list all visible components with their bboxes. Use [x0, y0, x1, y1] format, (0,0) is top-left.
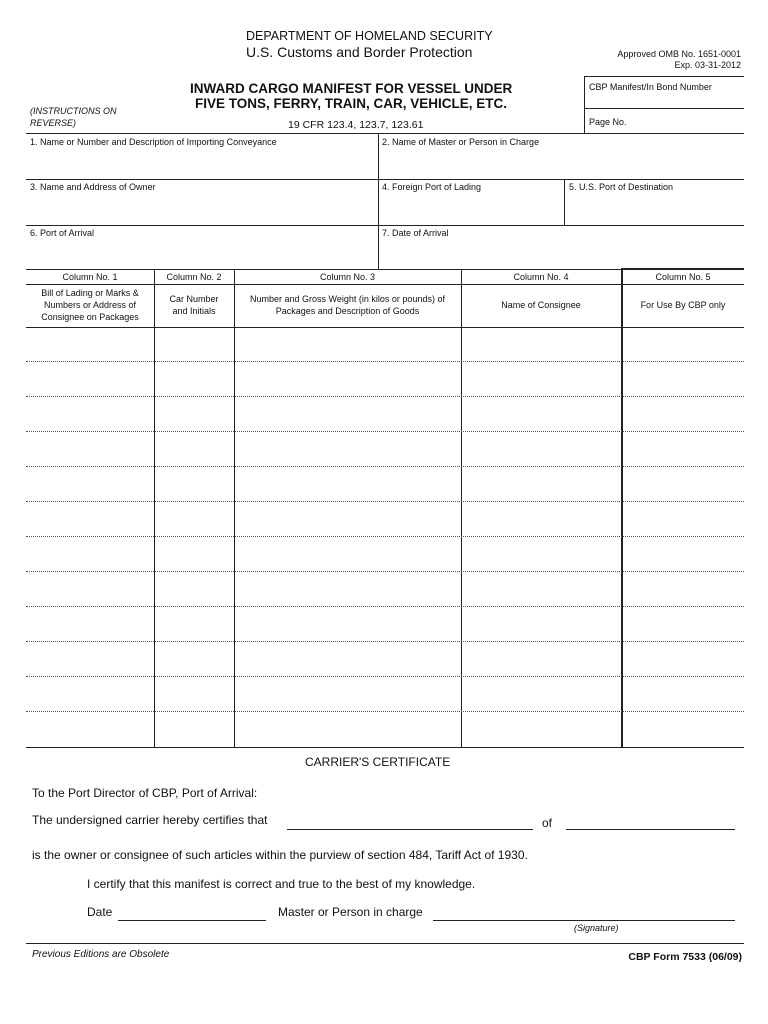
signature-label: (Signature)	[574, 923, 619, 933]
table-row[interactable]	[26, 676, 744, 677]
master-name-input[interactable]	[380, 150, 742, 177]
agency-name: U.S. Customs and Border Protection	[246, 44, 473, 60]
date-field[interactable]	[118, 920, 266, 921]
column-3-description: Number and Gross Weight (in kilos or pounds) of Packages and Description of Goods	[250, 294, 445, 316]
column-1-header: Column No. 1	[62, 272, 118, 282]
carrier-of-field[interactable]	[566, 829, 735, 830]
previous-editions-note: Previous Editions are Obsolete	[32, 949, 170, 960]
column-2-header: Column No. 2	[166, 272, 222, 282]
column-4-header: Column No. 4	[513, 272, 569, 282]
signature-field[interactable]	[433, 920, 735, 921]
column-4-description: Name of Consignee	[501, 300, 581, 310]
manifest-number-field[interactable]	[585, 95, 743, 107]
certificate-title: CARRIER'S CERTIFICATE	[305, 755, 451, 769]
omb-expiration: Exp. 03-31-2012	[674, 60, 741, 70]
table-row[interactable]	[26, 466, 744, 467]
field-3-label: 3. Name and Address of Owner	[30, 182, 156, 192]
column-5-description: For Use By CBP only	[640, 300, 726, 310]
column-5-header: Column No. 5	[655, 272, 711, 282]
table-row[interactable]	[26, 396, 744, 397]
table-row[interactable]	[26, 536, 744, 537]
table-row[interactable]	[26, 361, 744, 362]
certificate-to-line: To the Port Director of CBP, Port of Arrival:	[32, 786, 258, 800]
department-name: DEPARTMENT OF HOMELAND SECURITY	[246, 29, 493, 43]
form-title-line2: FIVE TONS, FERRY, TRAIN, CAR, VEHICLE, ETC.	[195, 96, 508, 111]
page-number-label: Page No.	[589, 117, 627, 127]
table-row[interactable]	[26, 571, 744, 572]
manifest-number-label: CBP Manifest/In Bond Number	[589, 82, 712, 92]
field-2-label: 2. Name of Master or Person in Charge	[382, 137, 540, 147]
importing-conveyance-input[interactable]	[28, 150, 376, 177]
field-5-label: 5. U.S. Port of Destination	[569, 182, 674, 192]
certificate-carrier-text: The undersigned carrier hereby certifies that	[32, 813, 268, 827]
owner-address-input[interactable]	[28, 195, 376, 223]
certificate-owner-line: is the owner or consignee of such articles within the purview of section 484, Tariff Act of 1930.	[32, 848, 528, 862]
us-port-destination-input[interactable]	[566, 195, 742, 223]
field-1-label: 1. Name or Number and Description of Importing Conveyance	[30, 137, 277, 147]
omb-approval: Approved OMB No. 1651-0001	[617, 49, 741, 59]
certificate-correct-line: I certify that this manifest is correct and true to the best of my knowledge.	[87, 877, 476, 891]
table-row[interactable]	[26, 641, 744, 642]
field-6-label: 6. Port of Arrival	[30, 228, 95, 238]
table-row[interactable]	[26, 431, 744, 432]
cfr-reference: 19 CFR 123.4, 123.7, 123.61	[288, 119, 424, 131]
instructions-note-line2: REVERSE)	[30, 118, 77, 128]
form-title-line1: INWARD CARGO MANIFEST FOR VESSEL UNDER	[190, 81, 513, 96]
carrier-name-field[interactable]	[287, 829, 533, 830]
field-7-label: 7. Date of Arrival	[382, 228, 449, 238]
form-number: CBP Form 7533 (06/09)	[628, 951, 742, 963]
column-2-description: Car Number and Initials	[169, 294, 219, 316]
table-row[interactable]	[26, 501, 744, 502]
date-label: Date	[87, 905, 113, 919]
field-4-label: 4. Foreign Port of Lading	[382, 182, 482, 192]
master-label: Master or Person in charge	[278, 905, 423, 919]
certificate-of-text: of	[542, 816, 553, 830]
foreign-port-input[interactable]	[380, 195, 562, 223]
column-1-description: Bill of Lading or Marks & Numbers or Address of Consignee on Packages	[41, 288, 139, 322]
table-row[interactable]	[26, 711, 744, 712]
page-number-field[interactable]	[630, 112, 743, 132]
table-row[interactable]	[26, 606, 744, 607]
instructions-note-line1: (INSTRUCTIONS ON	[30, 106, 117, 116]
port-of-arrival-input[interactable]	[28, 241, 376, 267]
date-of-arrival-input[interactable]	[380, 241, 742, 267]
column-3-header: Column No. 3	[319, 272, 376, 282]
